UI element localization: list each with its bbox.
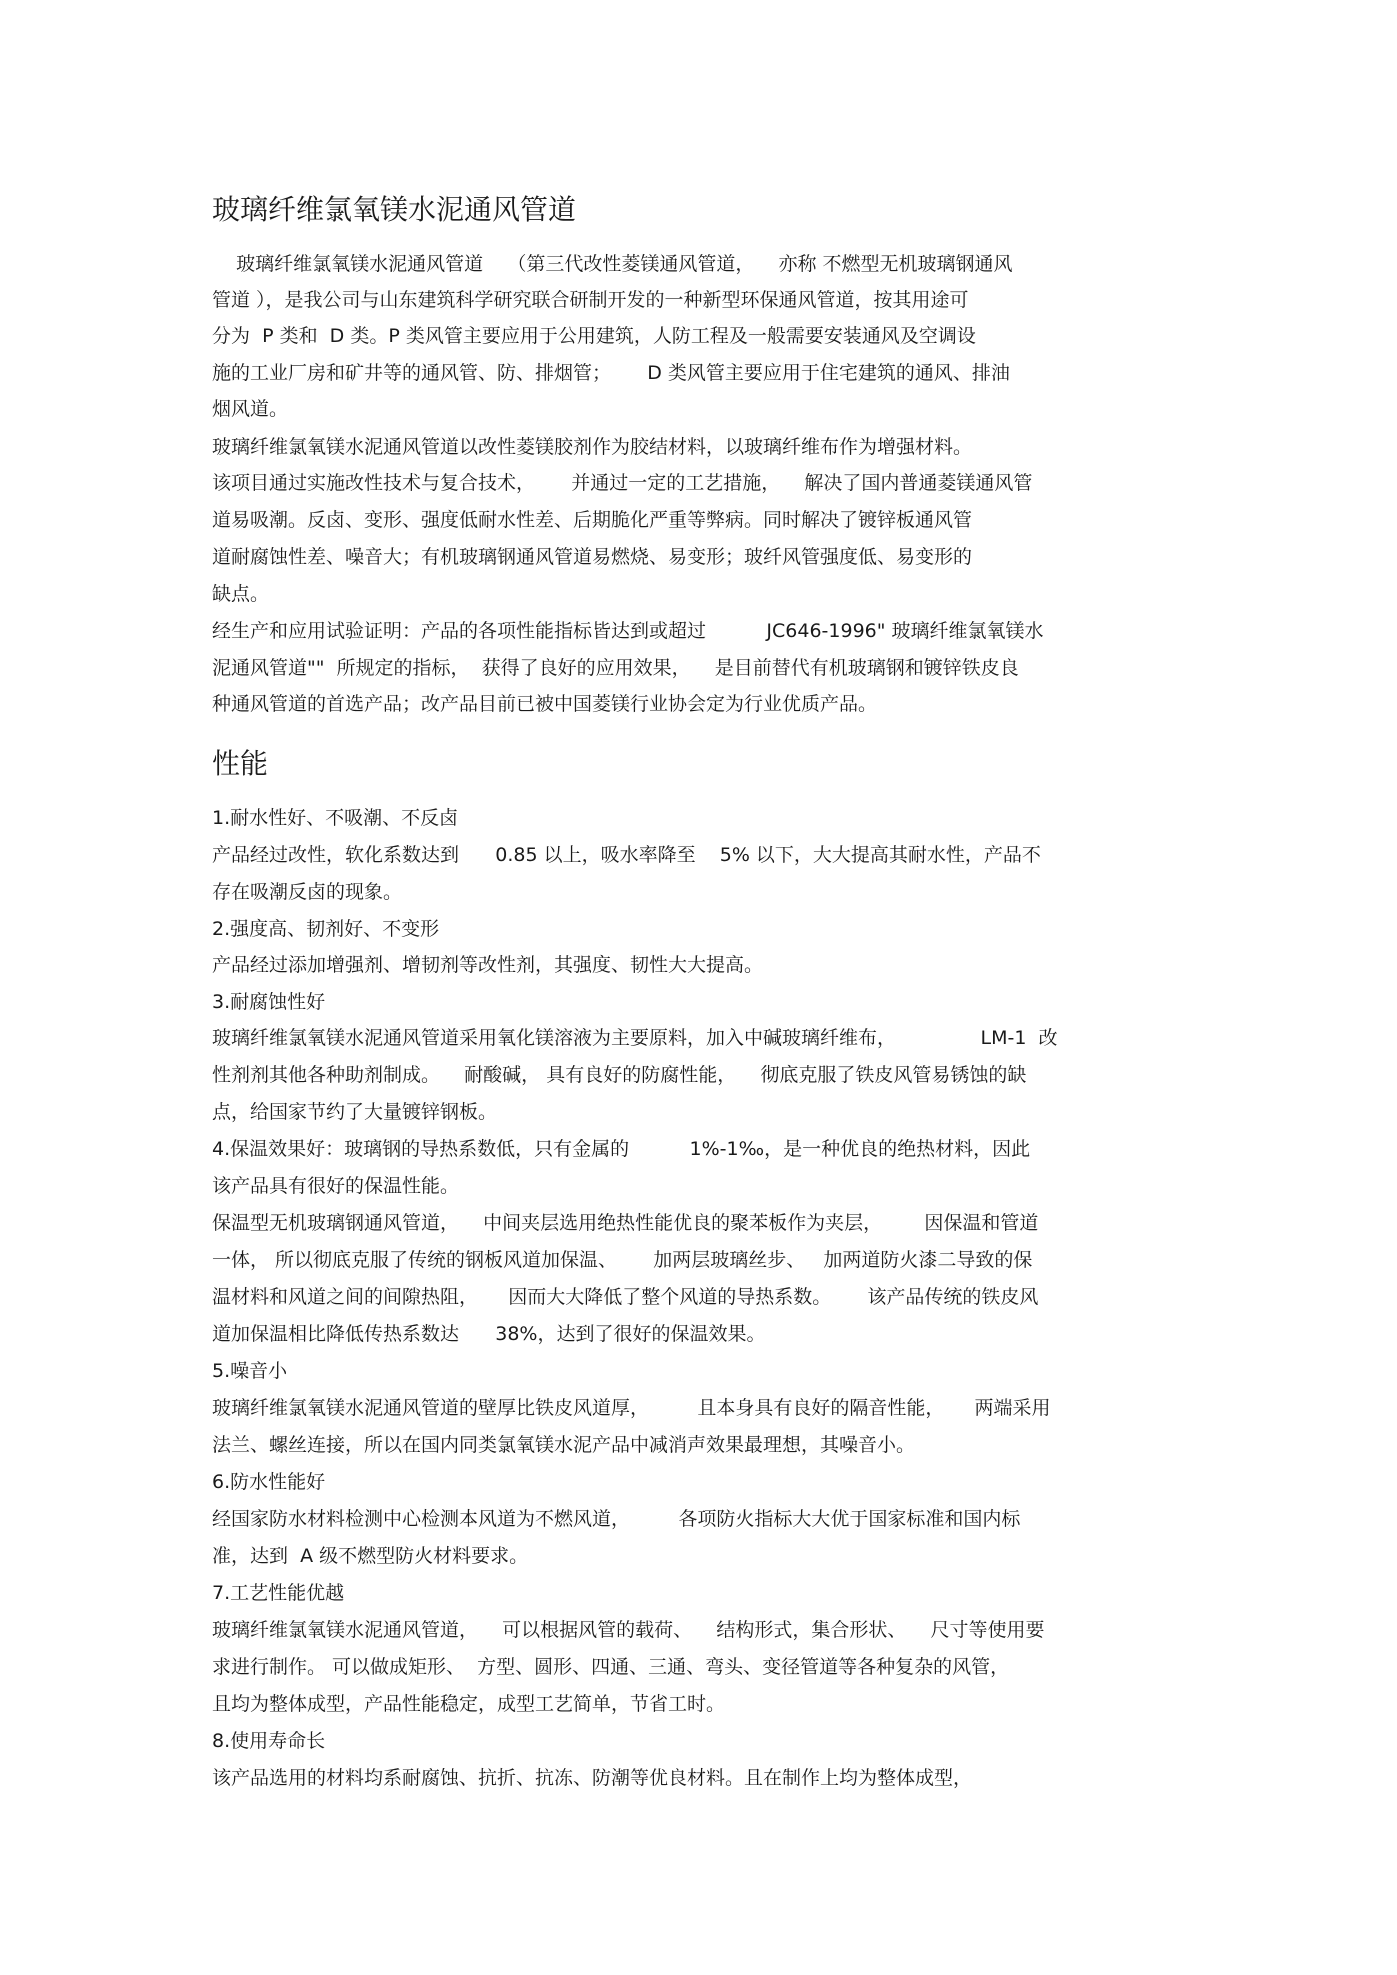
perf-line: 玻璃纤维氯氧镁水泥通风管道的壁厚比铁皮风道厚， 且本身具有良好的隔音性能， 两端采用 <box>212 1397 1051 1419</box>
perf-line: 保温型无机玻璃钢通风管道， 中间夹层选用绝热性能优良的聚苯板作为夹层， 因保温和管道 <box>212 1212 1039 1234</box>
intro-line: 道易吸潮。反卤、变形、强度低耐水性差、后期脆化严重等弊病。同时解决了镀锌板通风管 <box>212 509 973 531</box>
perf-line: 存在吸潮反卤的现象。 <box>212 881 403 903</box>
perf-line: 玻璃纤维氯氧镁水泥通风管道， 可以根据风管的载荷、 结构形式，集合形状、 尺寸等使用要 <box>212 1619 1045 1641</box>
intro-line: 玻璃纤维氯氧镁水泥通风管道以改性菱镁胶剂作为胶结材料，以玻璃纤维布作为增强材料。 <box>212 436 973 458</box>
perf-line: 7.工艺性能优越 <box>212 1582 345 1604</box>
intro-line: 玻璃纤维氯氧镁水泥通风管道 （第三代改性菱镁通风管道， 亦称 不燃型无机玻璃钢通风 <box>212 253 1013 275</box>
perf-line: 2.强度高、韧剂好、不变形 <box>212 918 440 940</box>
perf-line: 该产品具有很好的保温性能。 <box>212 1175 460 1197</box>
perf-line: 点，给国家节约了大量镀锌钢板。 <box>212 1101 498 1123</box>
intro-line: 经生产和应用试验证明：产品的各项性能指标皆达到或超过 JC646-1996" 玻璃纤维氯氧镁水 <box>212 620 1044 642</box>
section-title: 性能 <box>212 747 269 780</box>
perf-line: 求进行制作。 可以做成矩形、 方型、圆形、四通、三通、弯头、变径管道等各种复杂的风管， <box>212 1656 1010 1678</box>
intro-line: 施的工业厂房和矿井等的通风管、防、排烟管； D 类风管主要应用于住宅建筑的通风、排油 <box>212 362 1010 384</box>
intro-line: 分为 P 类和 D 类。P 类风管主要应用于公用建筑，人防工程及一般需要安装通风及空调设 <box>212 325 976 347</box>
intro-line: 该项目通过实施改性技术与复合技术， 并通过一定的工艺措施， 解决了国内普通菱镁通风管 <box>212 472 1033 494</box>
perf-line: 温材料和风道之间的间隙热阻， 因而大大降低了整个风道的导热系数。 该产品传统的铁皮风 <box>212 1286 1039 1308</box>
intro-line: 种通风管道的首选产品；改产品目前已被中国菱镁行业协会定为行业优质产品。 <box>212 693 878 715</box>
intro-line: 泥通风管道"" 所规定的指标， 获得了良好的应用效果， 是目前替代有机玻璃钢和镀锌铁皮良 <box>212 657 1019 679</box>
perf-line: 产品经过改性，软化系数达到 0.85 以上，吸水率降至 5% 以下，大大提高其耐水性，产品不 <box>212 844 1041 866</box>
intro-line: 烟风道。 <box>212 398 289 420</box>
perf-line: 产品经过添加增强剂、增韧剂等改性剂，其强度、韧性大大提高。 <box>212 954 764 976</box>
intro-line: 缺点。 <box>212 583 270 605</box>
intro-line: 管道 ），是我公司与山东建筑科学研究联合研制开发的一种新型环保通风管道，按其用途可 <box>212 289 969 311</box>
perf-line: 且均为整体成型，产品性能稳定，成型工艺简单，节省工时。 <box>212 1693 726 1715</box>
perf-line: 法兰、螺丝连接，所以在国内同类氯氧镁水泥产品中减消声效果最理想，其噪音小。 <box>212 1434 916 1456</box>
perf-line: 4.保温效果好：玻璃钢的导热系数低，只有金属的 1%-1‰，是一种优良的绝热材料，因此 <box>212 1138 1031 1160</box>
perf-line: 1.耐水性好、不吸潮、不反卤 <box>212 807 459 829</box>
perf-line: 5.噪音小 <box>212 1360 288 1382</box>
perf-line: 道加保温相比降低传热系数达 38%，达到了很好的保温效果。 <box>212 1323 766 1345</box>
perf-line: 玻璃纤维氯氧镁水泥通风管道采用氧化镁溶液为主要原料，加入中碱玻璃纤维布， LM-1 改 <box>212 1027 1058 1049</box>
perf-line: 性剂剂其他各种助剂制成。 耐酸碱， 具有良好的防腐性能， 彻底克服了铁皮风管易锈蚀的缺 <box>212 1064 1027 1086</box>
page-title: 玻璃纤维氯氧镁水泥通风管道 <box>212 193 577 226</box>
perf-line: 该产品选用的材料均系耐腐蚀、抗折、抗冻、防潮等优良材料。且在制作上均为整体成型， <box>212 1767 973 1789</box>
perf-line: 准，达到 A 级不燃型防火材料要求。 <box>212 1545 529 1567</box>
intro-line: 道耐腐蚀性差、噪音大；有机玻璃钢通风管道易燃烧、易变形；玻纤风管强度低、易变形的 <box>212 546 973 568</box>
perf-line: 一体， 所以彻底克服了传统的钢板风道加保温、 加两层玻璃丝步、 加两道防火漆二导致的保 <box>212 1249 1033 1271</box>
perf-line: 3.耐腐蚀性好 <box>212 991 326 1013</box>
perf-line: 8.使用寿命长 <box>212 1730 326 1752</box>
perf-line: 6.防水性能好 <box>212 1471 326 1493</box>
perf-line: 经国家防水材料检测中心检测本风道为不燃风道， 各项防火指标大大优于国家标准和国内标 <box>212 1508 1021 1530</box>
